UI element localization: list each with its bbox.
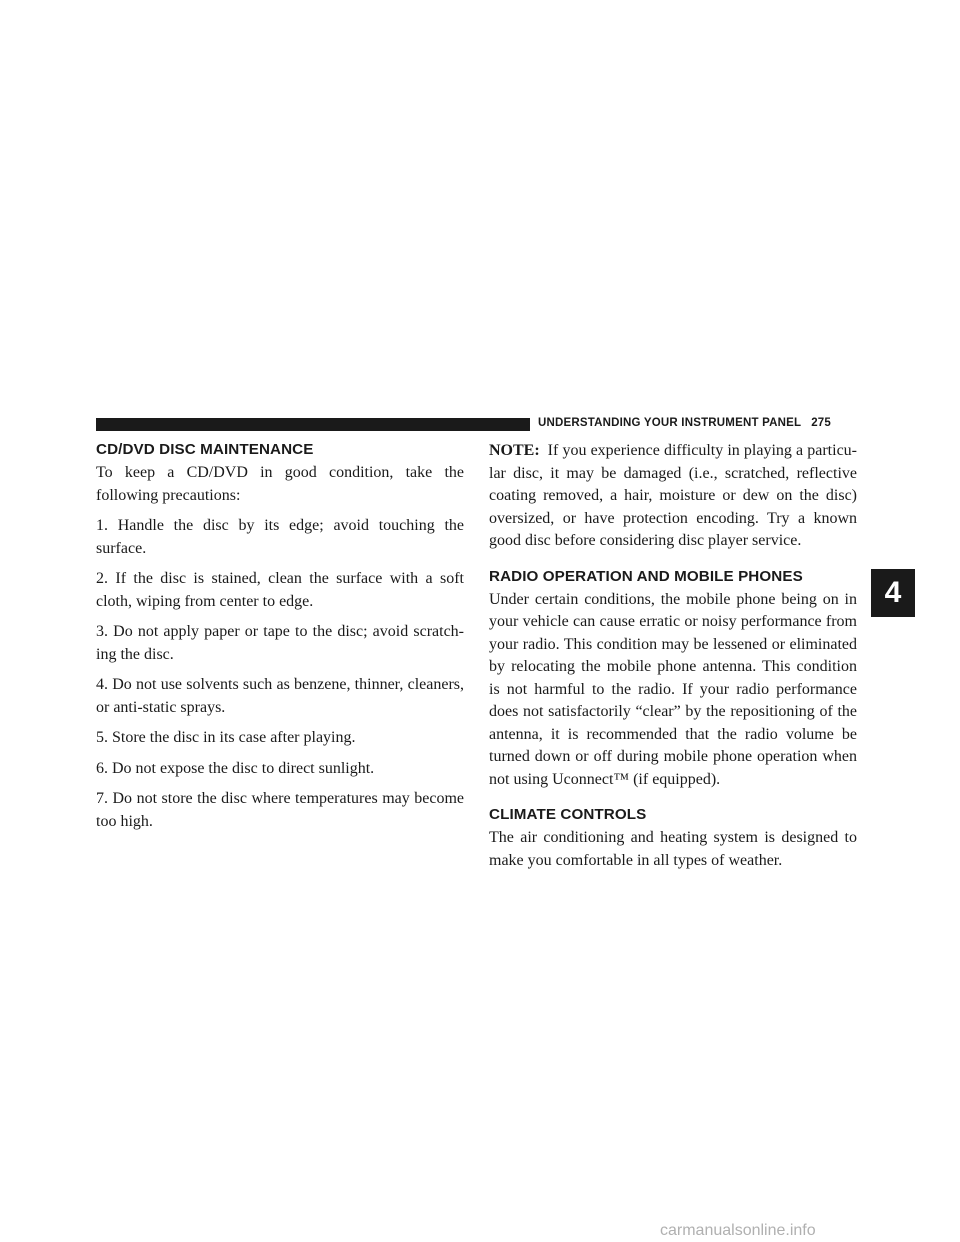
radio-heading: RADIO OPERATION AND MOBILE PHONES [489, 567, 803, 585]
left-column [96, 440, 464, 841]
watermark: carmanualsonline.info [660, 1222, 816, 1239]
disc-maintenance-intro: To keep a CD/DVD in good condition, take the following precautions: [96, 464, 464, 504]
precaution-item: 3. Do not apply paper or tape to the disc; avoid scratch-ing the disc. [96, 623, 464, 663]
climate-heading: CLIMATE CONTROLS [489, 806, 647, 823]
precaution-item: 1. Handle the disc by its edge; avoid touching the surface. [96, 517, 464, 557]
right-column [489, 440, 857, 880]
note-text: If you experience difficulty in playing a particu-lar disc, it may be damaged (i.e., scratched, reflective coating removed, a hair, moisture or dew on the disc) oversized, or have protection encoding. Try a known good disc before considering disc player service. [489, 442, 857, 549]
precaution-item: 2. If the disc is stained, clean the surface with a soft cloth, wiping from center to edge. [96, 570, 464, 610]
precaution-item: 7. Do not store the disc where temperatures may become too high. [96, 790, 464, 830]
page-number: 275 [811, 417, 831, 429]
precaution-item: 6. Do not expose the disc to direct sunlight. [96, 759, 375, 777]
precaution-item: 4. Do not use solvents such as benzene, thinner, cleaners, or anti-static sprays. [96, 676, 464, 716]
climate-paragraph: The air conditioning and heating system is designed to make you comfortable in all types of weather. [489, 829, 857, 869]
chapter-tab: 4 [871, 569, 915, 617]
header-rule [96, 418, 530, 431]
running-header [538, 417, 831, 429]
note-label: NOTE: [489, 442, 540, 459]
radio-paragraph: Under certain conditions, the mobile phone being on in your vehicle can cause erratic or noisy performance from your radio. This condition may be lessened or eliminated by relocating the mobile phone antenna. This condition is not harmful to the radio. If your radio performance does not satisfactorily “clear” by the repositioning of the antenna, it is recommended that the radio volume be turned down or off during mobile phone operation when not using Uconnect™ (if equipped). [489, 590, 857, 788]
section-title: UNDERSTANDING YOUR INSTRUMENT PANEL [538, 417, 802, 429]
disc-maintenance-heading: CD/DVD DISC MAINTENANCE [96, 441, 314, 458]
precaution-item: 5. Store the disc in its case after playing. [96, 729, 356, 746]
note-paragraph [489, 440, 857, 553]
